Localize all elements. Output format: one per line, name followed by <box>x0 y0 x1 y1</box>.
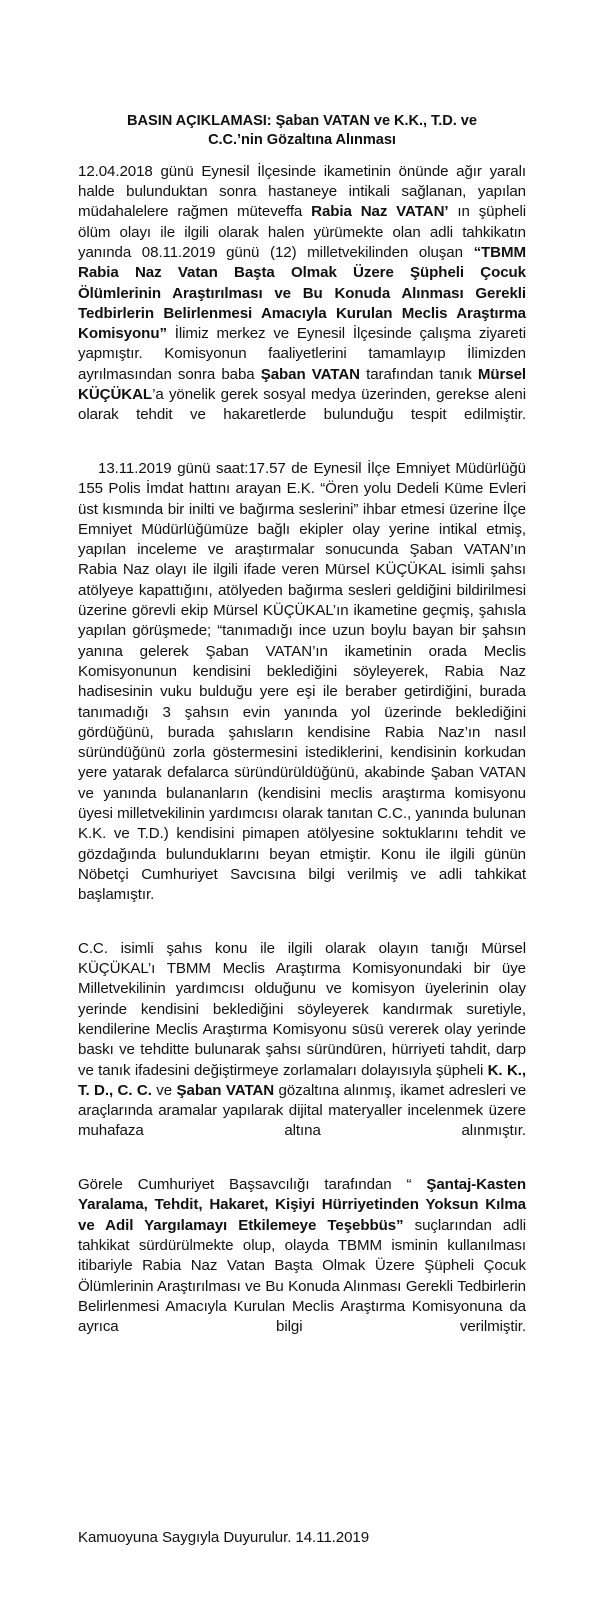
paragraph-3-bold-suspect-initials: K. K., T. D., C. C. <box>78 1061 526 1099</box>
paragraph-4-segment-1: Görele Cumhuriyet Başsavcılığı tarafından “ <box>78 1176 427 1194</box>
paragraph-1-segment-5: İlimiz merkez ve Eynesil İlçesinde çalışma ziyareti yapmıştır. Komisyonun faaliyetlerini tamamlayıp İlimizden ayrılmasından sonra baba <box>78 325 526 383</box>
page-title <box>78 112 526 151</box>
paragraph-3-segment-1: C.C. isimli şahıs konu ile ilgili olarak olayın tanığı Mürsel KÜÇÜKAL’ı TBMM Meclis Araştırma Komisyonundaki bir üye Milletvekilinin yardımcısı olduğunu ve komisyon üyelerinin olay yerinde kendisini beklediğini söyleyerek kandırmak suretiyle, kendilerine Meclis Araştırma Komisyonu süsü vererek olay yerinde baskı ve tehditte bulunarak şahsı süründüren, hürriyeti tahdit, darp ve tanık ifadesini değiştirmeye zorlamaları dolayısıyla şüpheli <box>78 939 526 1079</box>
paragraph-1-bold-commission-name: “TBMM Rabia Naz Vatan Başta Olmak Üzere Şüpheli Çocuk Ölümlerinin Araştırılması ve Bu Konuda Alınması Gerekli Tedbirlerin Belirlenmesi Amacıyla Kurulan Meclis Araştırma Komisyonu” <box>78 244 526 343</box>
paragraph-3-segment-5: gözaltına alınmış, ikamet adresleri ve araçlarında aramalar yapılarak dijital materyaller incelenmek üzere muhafaza altına alınmıştır. <box>78 1081 527 1140</box>
paragraph-3-segment-3: ve <box>151 1081 177 1099</box>
paragraph-3-bold-suspect-name: Şaban VATAN <box>176 1081 275 1099</box>
paragraph-1-bold-victim-name: Rabia Naz VATAN’ <box>311 203 449 221</box>
page-title-line-2: C.C.’nin Gözaltına Alınması <box>208 132 396 149</box>
closing-line: Kamuoyuna Saygıyla Duyurulur. 14.11.2019 <box>78 1529 370 1546</box>
page-title-line-1: BASIN AÇIKLAMASI: Şaban VATAN ve K.K., T.D. ve <box>127 113 477 129</box>
paragraph-4-bold-charges: Şantaj-Kasten Yaralama, Tehdit, Hakaret, Kişiyi Hürriyetinden Yoksun Kılma ve Adil Yargılamayı Etkilemeye Teşebbüs” <box>78 1176 526 1234</box>
paragraph-2: 13.11.2019 günü saat:17.57 de Eynesil İlçe Emniyet Müdürlüğü 155 Polis İmdat hattını arayan E.K. “Ören yolu Dedeli Küme Evleri üst kısmında bir inilti ve bağırma seslerini” ihbar etmesi üzerine İlçe Emniyet Müdürlüğümüze bağlı ekipler olay yerine intikal etmiş, yapılan inceleme ve araştırmalar sonucunda Şaban VATAN’ın Rabia Naz olayı ile ilgili ifade veren Mürsel KÜÇÜKAL isimli şahsı atölyeye kapattığını, atölyeden bağırma sesleri geldiğini bildirilmesi üzerine görevli ekip Mürsel KÜÇÜKAL’ın ikametine geçmiş, şahısla yapılan görüşmede; “tanımadığı ince uzun boylu bayan bir şahsın yanına gelerek Şaban VATAN’ın ikametinin orada Meclis Komisyonunun kendisini beklediğini söyleyerek, Rabia Naz hadisesinin vuku bulduğu yere eşi ile beraber getirdiğini, burada tanımadığı 3 şahsın evin yanında yol üzerinde beklediğini gördüğünü, burada şahısların kendisine Rabia Naz’ın nasıl süründüğünü zorla göstermesini istediklerini, kendisinin korkudan yere yatarak defalarca süründürüldüğünü, akabinde Şaban VATAN ve yanında bulananların (kendisini meclis araştırma komisyonu üyesi milletvekilinin yardımcısı olarak tanıtan C.C., yanında bulunan K.K. ve T.D.) kendisini pimapen atölyesine soktuklarını tehdit ve gözdağında bulunduklarını beyan etmiştir. Konu ile ilgili günün Nöbetçi Cumhuriyet Savcısına bilgi verilmiş ve adli tahkikat başlamıştır. <box>78 459 526 904</box>
paragraph-1-bold-father-name: Şaban VATAN <box>260 365 360 383</box>
paragraph-1-segment-3: ın şüpheli ölüm olayı ile ilgili olarak halen yürümekte olan adli tahkikatın yanında 08.11.2019 günü (12) milletvekilinden oluşan <box>78 203 526 261</box>
paragraph-1-segment-9: ’a yönelik gerek sosyal medya üzerinden, gerekse aleni olarak tehdit ve hakaretlerde bulunduğu tespit edilmiştir. <box>78 386 526 424</box>
paragraph-1-bold-witness-name: Mürsel KÜÇÜKAL <box>78 365 527 404</box>
paragraph-1 <box>78 162 526 446</box>
paragraph-3 <box>78 939 526 1162</box>
paragraph-1-segment-7: tarafından tanık <box>359 365 478 383</box>
paragraph-1-segment-1: 12.04.2018 günü Eynesil İlçesinde ikametinin önünde ağır yaralı halde bulunduktan sonra hastaneye intikali sağlanan, yapılan müdahalelere rağmen müteveffa <box>78 162 526 221</box>
paragraph-4-segment-3: suçlarından adli tahkikat sürdürülmekte olup, olayda TBMM isminin kullanılması itibariyle Rabia Naz Vatan Başta Olmak Üzere Şüpheli Çocuk Ölümlerinin Araştırılması ve Bu Konuda Alınması Gerekli Tedbirlerin Belirlenmesi Amacıyla Kurulan Meclis Araştırma Komisyonuna da ayrıca bilgi verilmiştir. <box>78 1216 526 1336</box>
document-body <box>78 112 526 1358</box>
paragraph-4 <box>78 1175 526 1358</box>
